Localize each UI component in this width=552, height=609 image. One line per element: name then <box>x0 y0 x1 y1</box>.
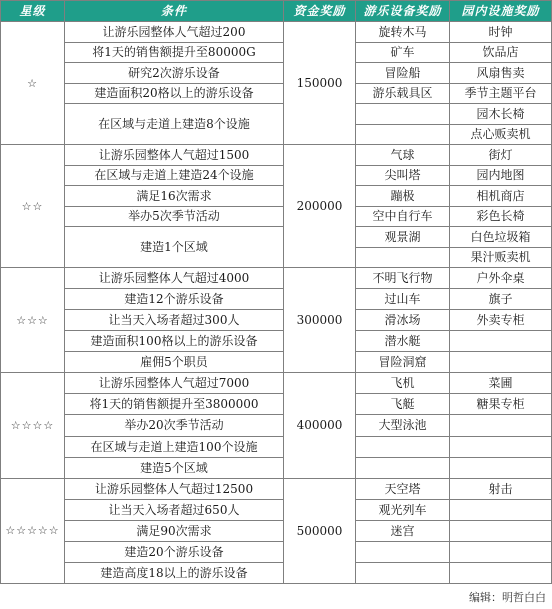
condition: 让游乐园整体人气超过7000 <box>65 373 284 394</box>
ride-reward <box>356 541 450 562</box>
condition: 建造20个游乐设备 <box>65 541 284 562</box>
ride-reward <box>356 562 450 583</box>
facility-reward: 时钟 <box>450 22 552 43</box>
ride-reward: 滑冰场 <box>356 310 450 331</box>
facility-reward: 园木长椅 <box>450 104 552 125</box>
condition: 建造面积20格以上的游乐设备 <box>65 83 284 104</box>
star-rating: ☆ <box>1 22 65 145</box>
ride-reward: 尖叫塔 <box>356 165 450 186</box>
ride-reward: 迷宫 <box>356 520 450 541</box>
condition: 将1天的销售额提升至3800000 <box>65 394 284 415</box>
table-row <box>1 104 552 125</box>
ride-reward: 不明飞行物 <box>356 268 450 289</box>
facility-reward: 季节主题平台 <box>450 83 552 104</box>
header-funds: 资金奖励 <box>284 1 356 22</box>
condition: 在区域与走道上建造24个设施 <box>65 165 284 186</box>
facility-reward: 饮品店 <box>450 42 552 63</box>
facility-reward: 外卖专柜 <box>450 310 552 331</box>
facility-reward <box>450 499 552 520</box>
table-row <box>1 436 552 457</box>
facility-reward: 菜圃 <box>450 373 552 394</box>
table-row <box>1 415 552 436</box>
table-row <box>1 227 552 248</box>
condition: 让当天入场者超过300人 <box>65 310 284 331</box>
table-row <box>1 331 552 352</box>
editor-credit: 编辑：明哲白白 <box>469 591 546 604</box>
facility-reward: 点心贩卖机 <box>450 124 552 145</box>
table-row <box>1 394 552 415</box>
facility-reward <box>450 562 552 583</box>
table-row <box>1 352 552 373</box>
facility-reward <box>450 541 552 562</box>
condition: 建造5个区域 <box>65 457 284 478</box>
ride-reward <box>356 124 450 145</box>
facility-reward <box>450 352 552 373</box>
condition: 举办5次季节活动 <box>65 206 284 227</box>
header-stars: 星级 <box>1 1 65 22</box>
header-conditions: 条件 <box>65 1 284 22</box>
condition: 让当天入场者超过650人 <box>65 499 284 520</box>
ride-reward <box>356 436 450 457</box>
table-row <box>1 63 552 84</box>
funds-reward: 200000 <box>284 145 356 268</box>
header-row <box>1 1 552 22</box>
table-row <box>1 22 552 43</box>
ride-reward <box>356 457 450 478</box>
ride-reward <box>356 104 450 125</box>
table-body <box>1 22 552 584</box>
facility-reward <box>450 457 552 478</box>
facility-reward: 相机商店 <box>450 186 552 207</box>
facility-reward: 果汁贩卖机 <box>450 247 552 268</box>
ride-reward: 大型泳池 <box>356 415 450 436</box>
ride-reward: 气球 <box>356 145 450 166</box>
header-rides: 游乐设备奖励 <box>356 1 450 22</box>
ride-reward: 旋转木马 <box>356 22 450 43</box>
facility-reward: 旗子 <box>450 289 552 310</box>
funds-reward: 150000 <box>284 22 356 145</box>
table-row <box>1 186 552 207</box>
star-rating: ☆☆☆ <box>1 268 65 373</box>
header-facilities: 园内设施奖励 <box>450 1 552 22</box>
facility-reward <box>450 520 552 541</box>
table-row <box>1 373 552 394</box>
table-row <box>1 478 552 499</box>
facility-reward: 风扇售卖 <box>450 63 552 84</box>
facility-reward: 街灯 <box>450 145 552 166</box>
facility-reward: 彩色长椅 <box>450 206 552 227</box>
ride-reward: 空中自行车 <box>356 206 450 227</box>
table-row <box>1 499 552 520</box>
ride-reward: 观光列车 <box>356 499 450 520</box>
ride-reward: 天空塔 <box>356 478 450 499</box>
facility-reward <box>450 331 552 352</box>
star-rating: ☆☆☆☆☆ <box>1 478 65 583</box>
ride-reward: 过山车 <box>356 289 450 310</box>
condition: 满足90次需求 <box>65 520 284 541</box>
table-row <box>1 42 552 63</box>
condition: 让游乐园整体人气超过4000 <box>65 268 284 289</box>
facility-reward: 户外伞桌 <box>450 268 552 289</box>
table-row <box>1 310 552 331</box>
funds-reward: 300000 <box>284 268 356 373</box>
condition: 让游乐园整体人气超过200 <box>65 22 284 43</box>
table-row <box>1 145 552 166</box>
ride-reward: 冒险船 <box>356 63 450 84</box>
condition: 让游乐园整体人气超过12500 <box>65 478 284 499</box>
condition: 雇佣5个职员 <box>65 352 284 373</box>
funds-reward: 400000 <box>284 373 356 479</box>
condition: 建造面积100格以上的游乐设备 <box>65 331 284 352</box>
star-rating: ☆☆ <box>1 145 65 268</box>
facility-reward: 糖果专柜 <box>450 394 552 415</box>
table-row <box>1 268 552 289</box>
ride-reward <box>356 247 450 268</box>
facility-reward <box>450 436 552 457</box>
condition: 研究2次游乐设备 <box>65 63 284 84</box>
ride-reward: 矿车 <box>356 42 450 63</box>
facility-reward: 园内地图 <box>450 165 552 186</box>
facility-reward: 射击 <box>450 478 552 499</box>
ride-reward: 蹦极 <box>356 186 450 207</box>
ride-reward: 观景湖 <box>356 227 450 248</box>
ride-reward: 冒险洞窟 <box>356 352 450 373</box>
table-row <box>1 541 552 562</box>
condition: 在区域与走道上建造8个设施 <box>65 104 284 145</box>
condition: 建造1个区域 <box>65 227 284 268</box>
ride-reward: 游乐载具区 <box>356 83 450 104</box>
table-row <box>1 457 552 478</box>
table-row <box>1 206 552 227</box>
condition: 在区域与走道上建造100个设施 <box>65 436 284 457</box>
facility-reward: 白色垃圾箱 <box>450 227 552 248</box>
funds-reward: 500000 <box>284 478 356 583</box>
condition: 让游乐园整体人气超过1500 <box>65 145 284 166</box>
condition: 建造高度18以上的游乐设备 <box>65 562 284 583</box>
ride-reward: 飞艇 <box>356 394 450 415</box>
table-row <box>1 520 552 541</box>
star-rating: ☆☆☆☆ <box>1 373 65 479</box>
condition: 将1天的销售额提升至80000G <box>65 42 284 63</box>
condition: 建造12个游乐设备 <box>65 289 284 310</box>
condition: 满足16次需求 <box>65 186 284 207</box>
condition: 举办20次季节活动 <box>65 415 284 436</box>
facility-reward <box>450 415 552 436</box>
ride-reward: 飞机 <box>356 373 450 394</box>
table-row <box>1 83 552 104</box>
table-row <box>1 165 552 186</box>
table-row <box>1 289 552 310</box>
table-row <box>1 562 552 583</box>
ride-reward: 潜水艇 <box>356 331 450 352</box>
